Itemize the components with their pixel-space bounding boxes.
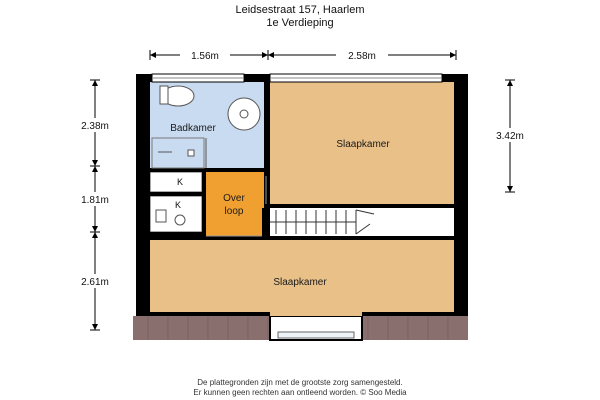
boiler-icon <box>156 210 166 222</box>
room-label-bedroom-top: Slaapkamer <box>336 139 390 150</box>
dim-top-right: 2.58m <box>348 51 376 62</box>
disclaimer-line-2: Er kunnen geen rechten aan ontleend worden. © Soo Media <box>193 388 407 397</box>
room-label-closet-1: K <box>176 177 184 187</box>
address-title: Leidsestraat 157, Haarlem <box>235 4 365 16</box>
room-label-bedroom-bottom: Slaapkamer <box>273 277 327 288</box>
dim-left-upper: 2.38m <box>81 121 109 132</box>
dim-left-middle: 1.81m <box>81 195 109 206</box>
room-label-bathroom: Badkamer <box>170 123 216 134</box>
landing <box>206 172 266 236</box>
dim-top-left: 1.56m <box>191 51 219 62</box>
room-label-closet-2: K <box>174 200 182 210</box>
dim-left-lower: 2.61m <box>81 277 109 288</box>
room-label-landing-1: Over <box>223 193 245 204</box>
room-label-landing-2: loop <box>224 206 244 217</box>
dormer-window <box>278 332 354 338</box>
disclaimer-line-1: De plattegronden zijn met de grootste zorg samengesteld. <box>197 378 403 387</box>
floor-title: 1e Verdieping <box>266 17 334 29</box>
dim-right-upper: 3.42m <box>496 131 524 142</box>
